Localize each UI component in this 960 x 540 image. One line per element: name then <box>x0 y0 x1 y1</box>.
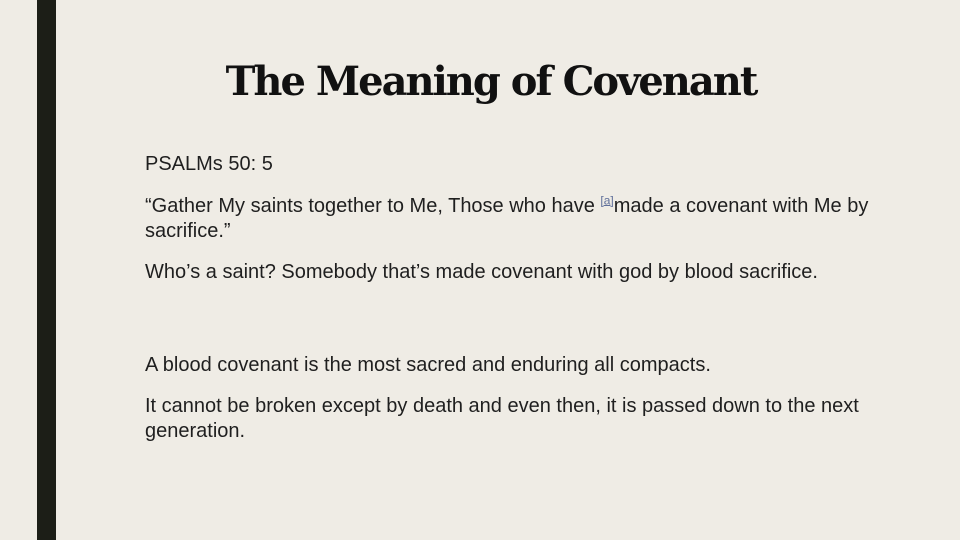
scripture-reference: PSALMs 50: 5 <box>145 153 273 175</box>
slide-title: The Meaning of Covenant <box>225 58 757 105</box>
scripture-quote <box>145 194 925 244</box>
blood-covenant-paragraph: A blood covenant is the most sacred and enduring all compacts. <box>145 354 711 376</box>
footnote-link[interactable]: [a] <box>600 193 614 208</box>
saint-paragraph: Who’s a saint? Somebody that’s made covenant with god by blood sacrifice. <box>145 261 818 283</box>
quote-text-after: made a covenant with Me by sacrifice.” <box>145 195 869 242</box>
quote-text-before: “Gather My saints together to Me, Those who have <box>145 195 601 217</box>
unbreakable-paragraph: It cannot be broken except by death and even then, it is passed down to the next generation. <box>145 395 859 442</box>
